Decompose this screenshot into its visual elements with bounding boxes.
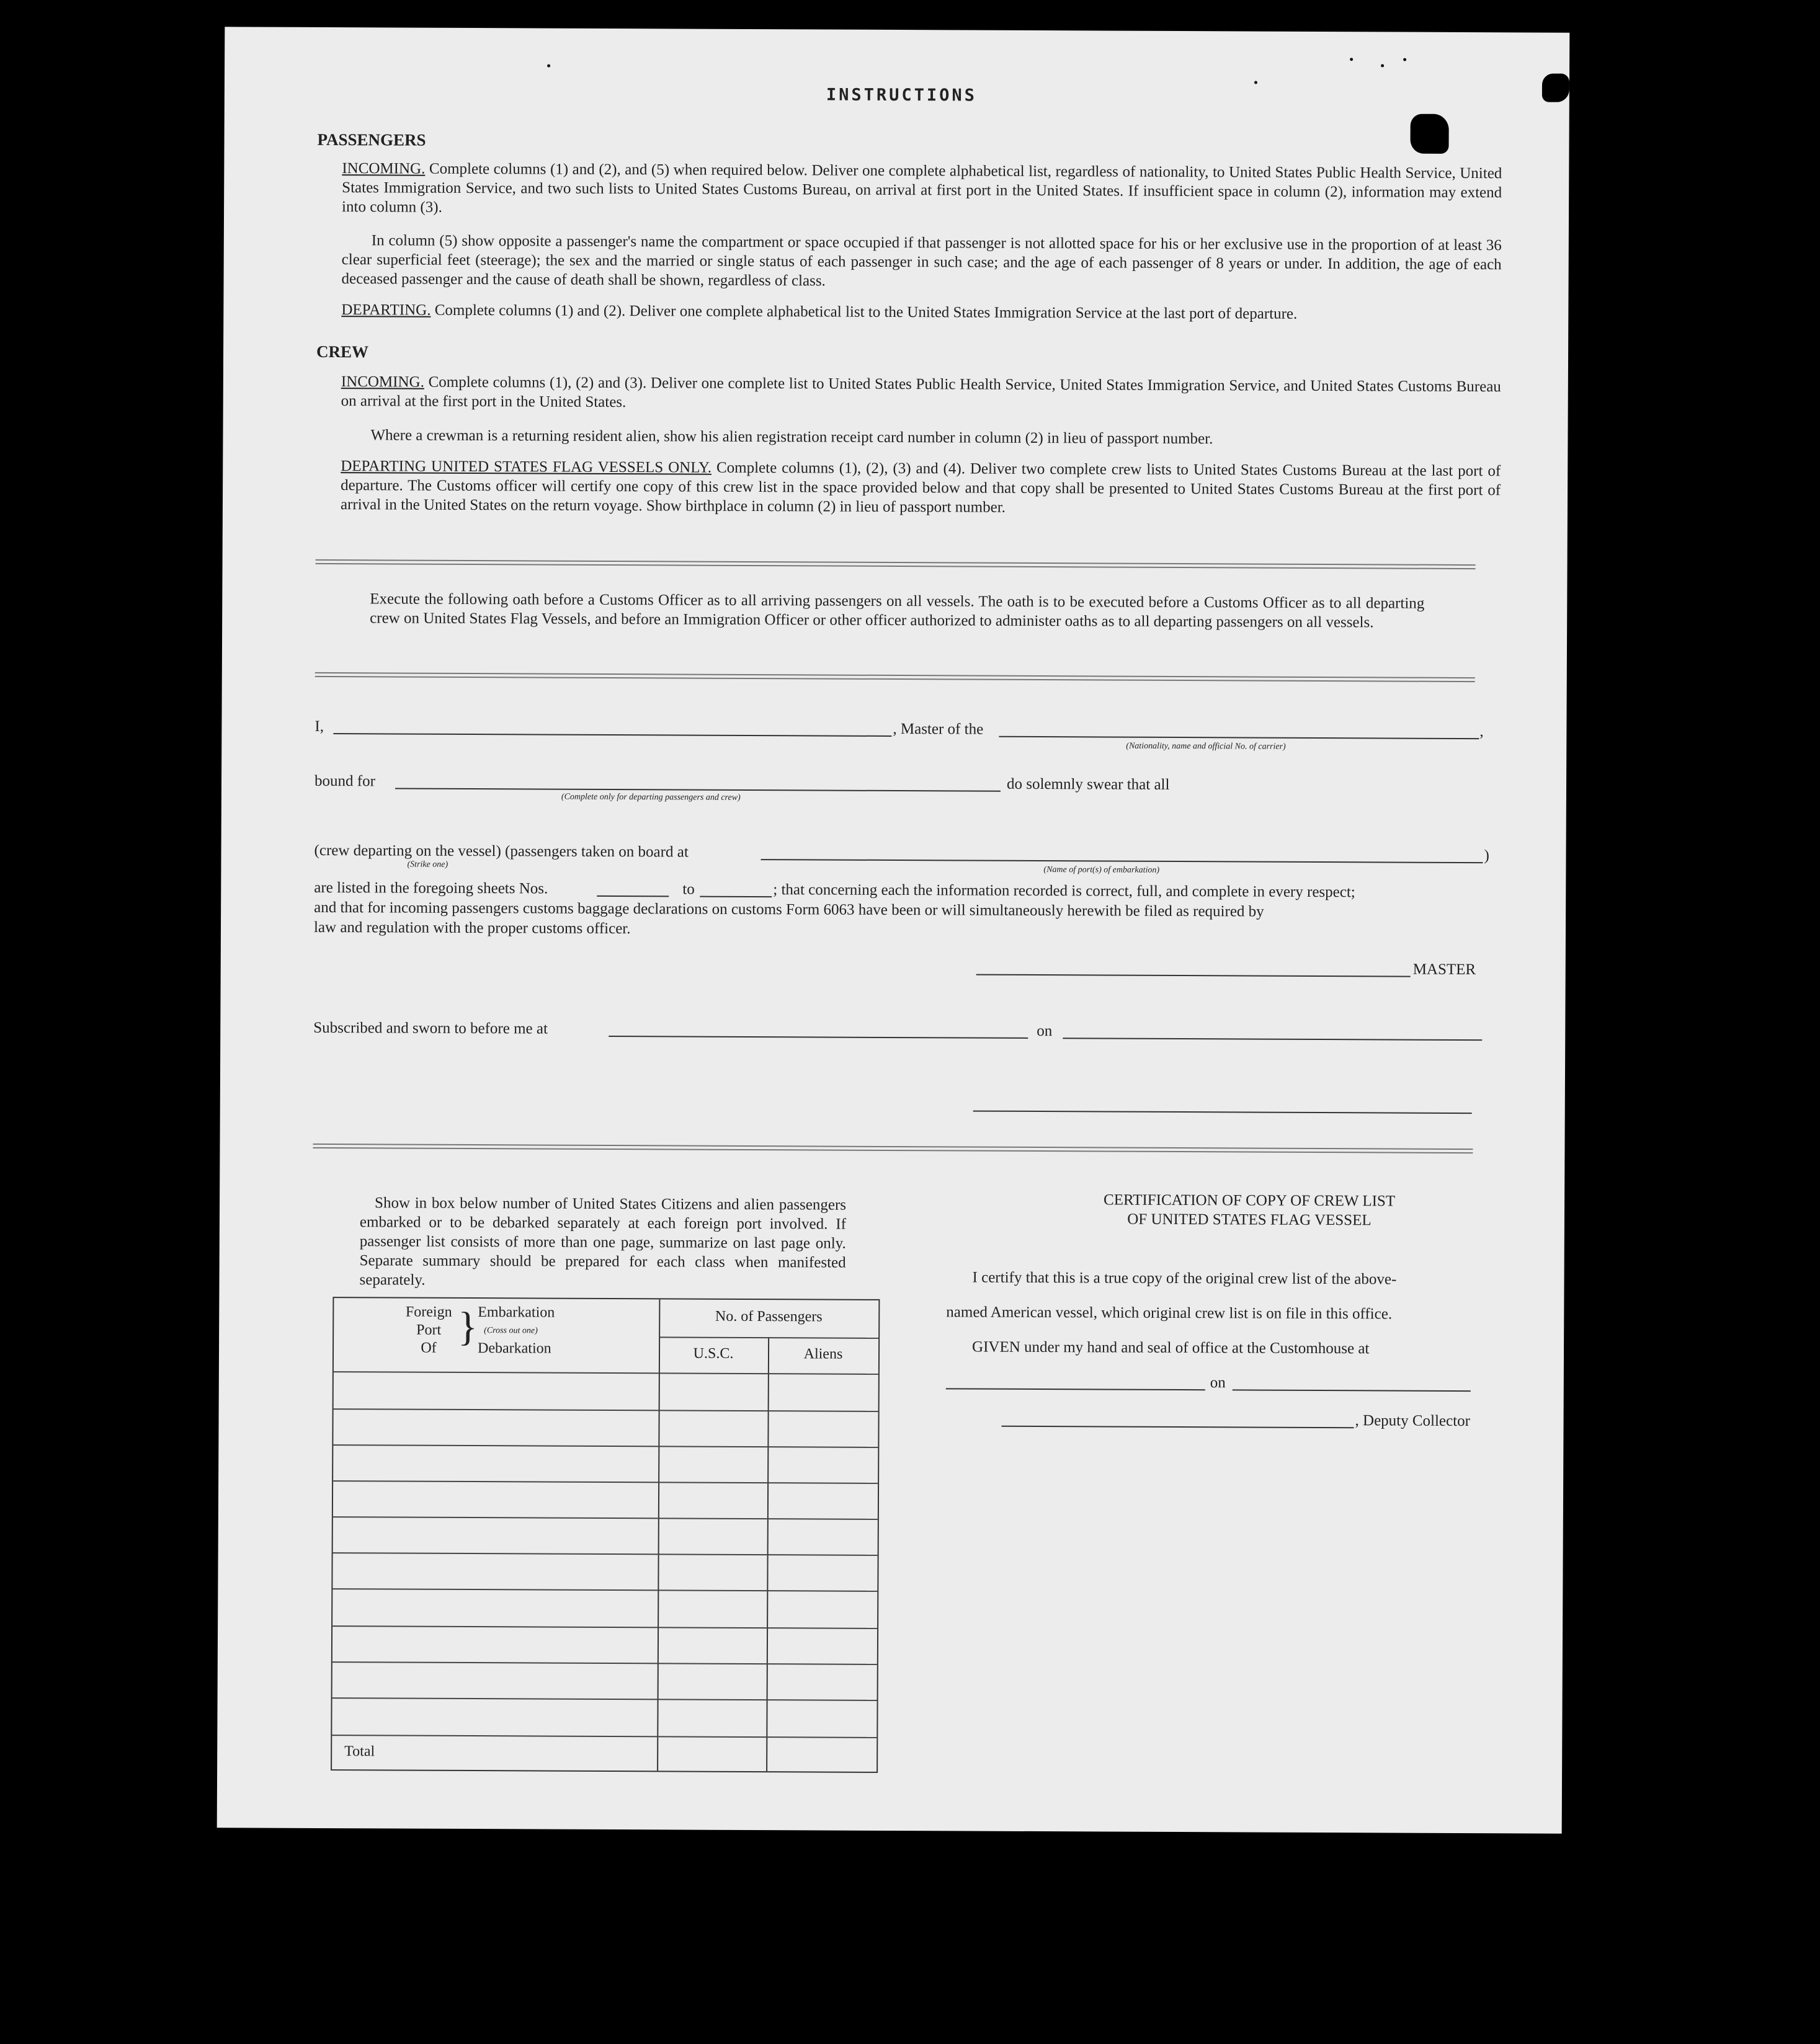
embarkation-ports-field[interactable]: [761, 859, 1483, 863]
foreign-port-of-label: [401, 1304, 457, 1357]
oath-line3: law and regulation with the proper customs officer.: [313, 918, 631, 938]
cert-date-field[interactable]: [1233, 1389, 1471, 1392]
passengers-incoming-label: INCOMING.: [342, 160, 426, 177]
total-label: Total: [344, 1743, 375, 1760]
carrier-field[interactable]: [999, 736, 1479, 739]
no-of-passengers-header: No. of Passengers: [715, 1308, 823, 1325]
oath-i-label: I,: [314, 718, 324, 735]
passengers-departing-text: Complete columns (1) and (2). Deliver one complete alphabetical list to the United States Immigration Service at the last port of departure.: [434, 301, 1298, 322]
scan-speck: [1350, 58, 1353, 61]
carrier-caption: (Nationality, name and official No. of carrier): [1126, 741, 1286, 752]
table-row: [334, 1371, 878, 1375]
sheet-from-field[interactable]: [597, 895, 669, 897]
passengers-heading: PASSENGERS: [317, 130, 426, 149]
officer-signature-field[interactable]: [973, 1111, 1472, 1114]
ink-blot: [1542, 74, 1569, 102]
strike-one-caption: (Strike one): [407, 860, 448, 869]
aliens-header: Aliens: [803, 1346, 843, 1362]
section-divider: [313, 1144, 1473, 1153]
crew-incoming-paragraph: [341, 372, 1501, 415]
table-row: [334, 1408, 878, 1412]
given-text: GIVEN under my hand and seal of office at the Customhouse at: [972, 1338, 1370, 1357]
brace-symbol: }: [458, 1304, 478, 1350]
ink-blot: [1410, 114, 1448, 154]
table-row: [333, 1516, 878, 1520]
embarkation-word: Embarkation: [478, 1304, 555, 1321]
bound-caption: (Complete only for departing passengers and crew): [561, 792, 741, 802]
customhouse-field[interactable]: [946, 1388, 1205, 1390]
table-row: [332, 1735, 877, 1738]
table-row: [332, 1697, 877, 1701]
master-of-the-label: , Master of the: [893, 720, 984, 738]
scan-speck: [547, 64, 550, 68]
deputy-collector-label: , Deputy Collector: [1355, 1412, 1471, 1430]
usc-header: U.S.C.: [693, 1345, 734, 1362]
passenger-summary-table: [331, 1297, 880, 1773]
deputy-signature-field[interactable]: [1002, 1426, 1354, 1428]
crew-heading: CREW: [316, 342, 369, 362]
passengers-departing-paragraph: [341, 300, 1501, 324]
passengers-incoming-paragraph: [342, 159, 1502, 221]
section-divider: [316, 559, 1476, 569]
cross-out-caption: (Cross out one): [484, 1326, 538, 1336]
certification-title: [1032, 1190, 1466, 1230]
crew-incoming-label: INCOMING.: [341, 373, 424, 391]
swear-text: do solemnly swear that all: [1006, 775, 1170, 793]
table-row: [333, 1444, 878, 1448]
crew-resident-paragraph: Where a crewman is a returning resident alien, show his alien registration receipt card number in column (2) in lieu of passport number.: [370, 427, 1213, 448]
table-row: [332, 1588, 877, 1592]
ports-caption: (Name of port(s) of embarkation): [1043, 865, 1160, 875]
listed-in-text: are listed in the foregoing sheets Nos.: [314, 879, 548, 897]
crew-incoming-text: Complete columns (1), (2) and (3). Deliver one complete list to United States Public Health Service, United States Immigration Service, and United States Customs Bureau on arrival at the first port in the United States.: [341, 373, 1501, 411]
crew-departing-paragraph: [341, 456, 1501, 519]
foreign-word: Foreign: [405, 1304, 452, 1320]
crew-departing-label: DEPARTING UNITED STATES FLAG VESSELS ONLY.: [341, 458, 712, 476]
bound-for-field[interactable]: [395, 788, 1001, 791]
master-signature-field[interactable]: [976, 974, 1411, 977]
scan-speck: [1403, 58, 1406, 61]
of-word: Of: [421, 1340, 437, 1356]
form-page: [217, 27, 1570, 1833]
master-name-field[interactable]: [333, 733, 891, 737]
passengers-departing-label: DEPARTING.: [341, 301, 431, 319]
scan-speck: [1254, 81, 1257, 84]
table-row: [332, 1625, 877, 1629]
passengers-column5-paragraph: In column (5) show opposite a passenger's name the compartment or space occupied if that passenger is not allotted space for his or her exclusive use in the proportion of at least 36 clear superficial feet (steerage); the sex and the married or single status of each passenger in such case; and the age of each passenger of 8 years or under. In addition, the age of each deceased passenger and the cause of death shall be shown, regardless of class.: [341, 232, 1502, 290]
certify-line1: I certify that this is a true copy of the original crew list of the above-: [972, 1269, 1397, 1288]
table-row: [333, 1552, 878, 1556]
section-divider: [315, 672, 1475, 682]
oath-instruction: Execute the following oath before a Customs Officer as to all arriving passengers on all vessels. The oath is to be executed before a Customs Officer as to all departing crew on United States Flag Vessels, and before an Immigration Officer or other officer authorized to administer oaths as to all departing passengers on all vessels.: [370, 590, 1425, 631]
scan-speck: [1381, 64, 1384, 67]
concerning-text: ; that concerning each the information recorded is correct, full, and complete in every respect;: [773, 881, 1355, 901]
instructions-title: INSTRUCTIONS: [826, 85, 978, 105]
bound-for-label: bound for: [314, 772, 376, 790]
crew-departing-text: Complete columns (1), (2), (3) and (4). Deliver two complete crew lists to United States Customs Bureau at the last port of departure. The Customs officer will certify one copy of this crew list in the space provided below and that copy shall be presented to United States Customs Bureau at the first port of arrival in the United States on the return voyage. Show birthplace in column (2) in lieu of passport number.: [340, 459, 1501, 516]
crew-departing-text: (crew departing on the vessel) (passengers taken on board at: [314, 842, 689, 861]
close-paren: ): [1484, 847, 1489, 864]
port-word: Port: [416, 1322, 442, 1338]
passengers-incoming-text: Complete columns (1) and (2), and (5) when required below. Deliver one complete alphabetical list, regardless of nationality, to United States Public Health Service, United States Immigration Service, and two such lists to United States Customs Bureau, on arrival at first port in the United States. If insufficient space in column (2), information may extend into column (3).: [342, 160, 1502, 216]
sworn-place-field[interactable]: [609, 1036, 1028, 1039]
summary-instruction: Show in box below number of United States Citizens and alien passengers embarked or to be debarked separately at each foreign port involved. If passenger list consists of more than one page, summarize on last page only. Separate summary should be prepared for each class when manifested separately.: [359, 1194, 847, 1289]
sheet-to-field[interactable]: [700, 896, 772, 898]
certification-title-line2: OF UNITED STATES FLAG VESSEL: [1127, 1211, 1372, 1229]
oath-line2: and that for incoming passengers customs baggage declarations on customs Form 6063 have been or will simultaneously herewith be filed as required by: [314, 899, 1264, 920]
oath-comma: ,: [1479, 723, 1484, 740]
on-label: on: [1037, 1023, 1053, 1040]
debarkation-word: Debarkation: [477, 1340, 551, 1357]
certify-line2: named American vessel, which original crew list is on file in this office.: [946, 1304, 1393, 1323]
subscribed-text: Subscribed and sworn to before me at: [313, 1019, 548, 1038]
table-row: [332, 1661, 877, 1665]
to-label: to: [682, 881, 695, 898]
master-label: MASTER: [1412, 961, 1476, 979]
embark-debark-label: [478, 1304, 555, 1358]
sworn-date-field[interactable]: [1063, 1038, 1482, 1041]
cert-on-label: on: [1210, 1374, 1226, 1392]
table-row: [333, 1480, 878, 1484]
certification-title-line1: CERTIFICATION OF COPY OF CREW LIST: [1103, 1191, 1396, 1210]
